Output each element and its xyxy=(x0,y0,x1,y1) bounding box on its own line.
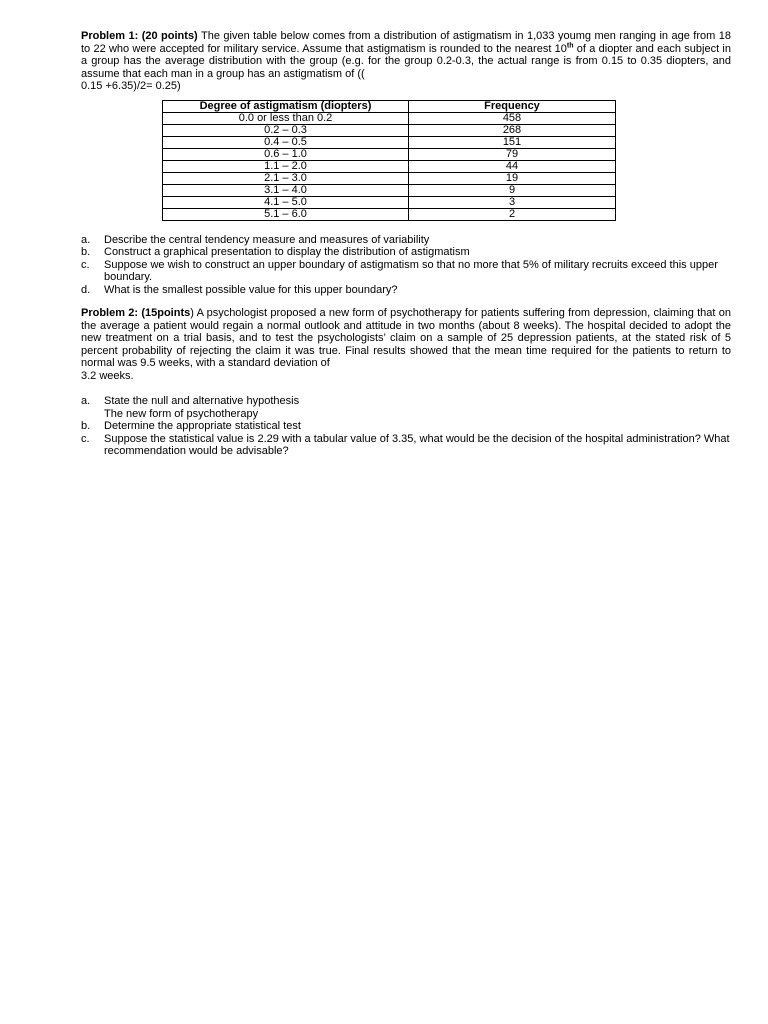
list-item xyxy=(81,420,731,433)
problem1-intro-c: 0.15 +6.35)/2= 0.25) xyxy=(81,80,181,92)
table-row xyxy=(163,172,616,184)
table-header-row xyxy=(163,100,616,112)
item-text: Construct a graphical presentation to display the distribution of astigmatism xyxy=(104,246,470,258)
frequency-cell: 9 xyxy=(409,184,616,196)
list-item xyxy=(81,234,731,247)
table-row xyxy=(163,112,616,124)
list-item xyxy=(81,259,731,284)
item-text: Determine the appropriate statistical test xyxy=(104,420,301,432)
item-label: c. xyxy=(81,432,90,445)
problem1-intro-a: The given table below comes from a distribution of astigmatism in 1,033 youmg men ranging in age from 18 to 22 who were accepted for military service. Assume that astigmatism is rounded to the nearest 10 xyxy=(81,30,731,55)
list-item xyxy=(81,246,731,259)
problem1-intro-sup: th xyxy=(566,41,574,49)
problem2-paragraph xyxy=(81,307,731,382)
frequency-cell: 3 xyxy=(409,196,616,208)
item-label: c. xyxy=(81,258,90,271)
degree-cell: 0.2 – 0.3 xyxy=(163,124,409,136)
item-label: b. xyxy=(81,420,91,432)
frequency-cell: 151 xyxy=(409,136,616,148)
problem1-intro-b: of a diopter and each subject in a group has the average distribution with the group (e.g. for the group 0.2-0.3, the actual range is from 0.15 to 0.35 diopters, and assume that each man in a group has an astigmatism of (( xyxy=(81,42,731,80)
frequency-cell: 268 xyxy=(409,124,616,136)
problem2-intro-c: 3.2 weeks. xyxy=(81,369,134,382)
problem2-heading: Problem 2: (15points xyxy=(81,307,191,319)
frequency-cell: 44 xyxy=(409,160,616,172)
table-row xyxy=(163,160,616,172)
degree-cell: 0.4 – 0.5 xyxy=(163,136,409,148)
table-row xyxy=(163,208,616,220)
degree-cell: 0.0 or less than 0.2 xyxy=(163,112,409,124)
degree-cell: 5.1 – 6.0 xyxy=(163,208,409,220)
item-label: b. xyxy=(81,246,91,258)
list-item xyxy=(81,284,731,297)
item-text: Suppose we wish to construct an upper boundary of astigmatism so that no more that 5% of military recruits exceed this upper boundary. xyxy=(104,258,718,283)
table-row xyxy=(163,148,616,160)
degree-cell: 2.1 – 3.0 xyxy=(163,172,409,184)
degree-cell: 1.1 – 2.0 xyxy=(163,160,409,172)
table-row xyxy=(163,184,616,196)
table-header-frequency: Frequency xyxy=(409,100,616,112)
astigmatism-table xyxy=(162,100,616,221)
item-text: Suppose the statistical value is 2.29 with a tabular value of 3.35, what would be the decision of the hospital administration? What recommendation would be advisable? xyxy=(104,432,730,457)
frequency-cell: 79 xyxy=(409,148,616,160)
table-row xyxy=(163,196,616,208)
document-page xyxy=(81,30,731,458)
item-text: Describe the central tendency measure and measures of variability xyxy=(104,233,430,246)
item-label: a. xyxy=(81,395,91,407)
list-item xyxy=(81,395,731,420)
frequency-cell: 2 xyxy=(409,208,616,220)
problem1-paragraph xyxy=(81,30,731,93)
degree-cell: 0.6 – 1.0 xyxy=(163,148,409,160)
problem2-intro-a: ) A psychologist proposed a new form of psychotherapy for patients suffering from depression, claiming that on the average a patient would regain a normal outlook and attitude in two months (about 8 weeks). The hospital decided to adopt the new treatment on a trial basis, and to test the psychologists’ claim on a sample of 25 depression patients, at the stated risk of 5 percent probability of rejecting the claim it was true. Final results showed that the mean time required for the patients to return to normal was 9.5 weeks, with a standard deviation of xyxy=(81,307,731,369)
problem2-questions xyxy=(81,395,731,458)
item-text: State the null and alternative hypothesis xyxy=(104,395,300,407)
table-row xyxy=(163,136,616,148)
item-text: What is the smallest possible value for this upper boundary? xyxy=(104,283,398,296)
problem1-heading: Problem 1: (20 points) xyxy=(81,30,198,42)
table-header-degree: Degree of astigmatism (diopters) xyxy=(163,100,409,112)
problem1-questions xyxy=(81,234,731,297)
degree-cell: 4.1 – 5.0 xyxy=(163,196,409,208)
item-label: d. xyxy=(81,283,91,296)
frequency-cell: 19 xyxy=(409,172,616,184)
degree-cell: 3.1 – 4.0 xyxy=(163,184,409,196)
table-row xyxy=(163,124,616,136)
list-item xyxy=(81,433,731,458)
frequency-cell: 458 xyxy=(409,112,616,124)
item-subtext: The new form of psychotherapy xyxy=(104,407,259,420)
item-label: a. xyxy=(81,233,91,246)
